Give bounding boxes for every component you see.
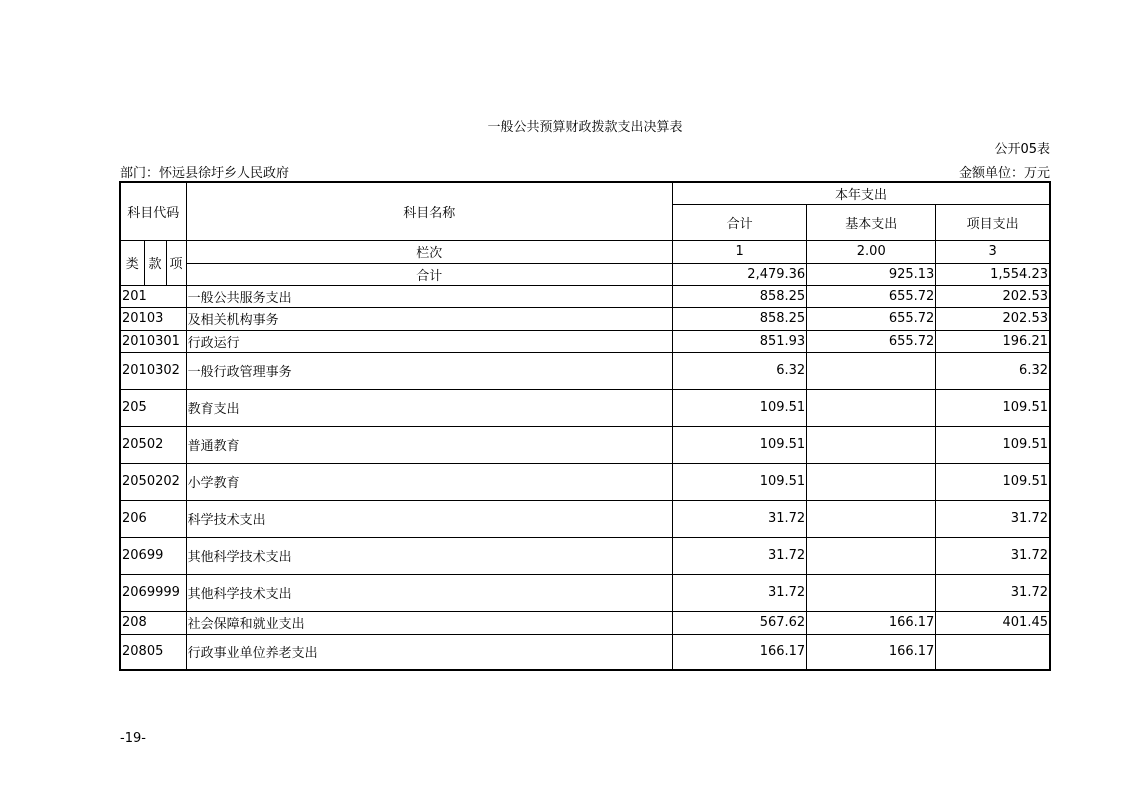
row-code: 201	[120, 285, 186, 307]
expenditure-table	[119, 181, 1051, 671]
table-row	[120, 352, 1050, 389]
header-project: 项目支出	[936, 204, 1050, 240]
row-total: 567.62	[673, 611, 807, 634]
row-total: 31.72	[673, 500, 807, 537]
header-basic: 基本支出	[807, 204, 936, 240]
row-name: 一般行政管理事务	[186, 352, 673, 389]
row-project: 31.72	[936, 500, 1050, 537]
table-row	[120, 500, 1050, 537]
table-row	[120, 307, 1050, 330]
row-project: 6.32	[936, 352, 1050, 389]
row-project: 196.21	[936, 330, 1050, 352]
row-code: 20699	[120, 537, 186, 574]
row-basic	[807, 500, 936, 537]
row-total: 109.51	[673, 389, 807, 426]
row-name: 其他科学技术支出	[186, 537, 673, 574]
page-number: -19-	[120, 731, 146, 746]
row-code: 2050202	[120, 463, 186, 500]
table-row	[120, 611, 1050, 634]
row-project	[936, 634, 1050, 670]
row-basic	[807, 352, 936, 389]
row-basic	[807, 574, 936, 611]
row-code: 208	[120, 611, 186, 634]
row-total: 109.51	[673, 463, 807, 500]
totals-basic: 925.13	[807, 263, 936, 285]
row-total: 6.32	[673, 352, 807, 389]
table-row	[120, 389, 1050, 426]
row-project: 401.45	[936, 611, 1050, 634]
row-basic	[807, 463, 936, 500]
row-total: 31.72	[673, 537, 807, 574]
row-name: 教育支出	[186, 389, 673, 426]
header-col-1: 1	[673, 240, 807, 263]
department-label: 部门：怀远县徐圩乡人民政府	[120, 166, 290, 181]
table-row	[120, 426, 1050, 463]
row-project: 202.53	[936, 307, 1050, 330]
row-name: 行政运行	[186, 330, 673, 352]
page-title: 一般公共预算财政拨款支出决算表	[487, 120, 683, 135]
header-kuan: 款	[144, 240, 166, 285]
row-project: 31.72	[936, 537, 1050, 574]
table-row	[120, 285, 1050, 307]
row-basic	[807, 389, 936, 426]
header-col-3: 3	[936, 240, 1050, 263]
row-name: 小学教育	[186, 463, 673, 500]
row-basic	[807, 426, 936, 463]
totals-total: 2,479.36	[673, 263, 807, 285]
row-code: 206	[120, 500, 186, 537]
row-total: 109.51	[673, 426, 807, 463]
row-project: 202.53	[936, 285, 1050, 307]
row-code: 2069999	[120, 574, 186, 611]
table-row	[120, 537, 1050, 574]
row-code: 20502	[120, 426, 186, 463]
header-xiang: 项	[166, 240, 186, 285]
row-project: 109.51	[936, 463, 1050, 500]
row-basic	[807, 537, 936, 574]
unit-label: 金额单位：万元	[958, 166, 1050, 181]
row-basic: 166.17	[807, 611, 936, 634]
row-name: 其他科学技术支出	[186, 574, 673, 611]
row-code: 205	[120, 389, 186, 426]
row-name: 社会保障和就业支出	[186, 611, 673, 634]
row-basic: 166.17	[807, 634, 936, 670]
row-code: 20805	[120, 634, 186, 670]
totals-project: 1,554.23	[936, 263, 1050, 285]
header-column-order: 栏次	[186, 240, 673, 263]
row-project: 109.51	[936, 389, 1050, 426]
table-row	[120, 463, 1050, 500]
row-total: 858.25	[673, 307, 807, 330]
row-basic: 655.72	[807, 307, 936, 330]
header-current-year: 本年支出	[673, 182, 1050, 204]
row-name: 一般公共服务支出	[186, 285, 673, 307]
header-total: 合计	[673, 204, 807, 240]
row-basic: 655.72	[807, 285, 936, 307]
row-project: 31.72	[936, 574, 1050, 611]
header-subject-name: 科目名称	[186, 182, 673, 240]
row-code: 2010302	[120, 352, 186, 389]
row-total: 851.93	[673, 330, 807, 352]
row-name: 及相关机构事务	[186, 307, 673, 330]
table-row	[120, 330, 1050, 352]
table-row	[120, 574, 1050, 611]
row-name: 科学技术支出	[186, 500, 673, 537]
row-total: 31.72	[673, 574, 807, 611]
header-subject-code: 科目代码	[120, 182, 186, 240]
totals-label: 合计	[186, 263, 673, 285]
row-name: 普通教育	[186, 426, 673, 463]
row-name: 行政事业单位养老支出	[186, 634, 673, 670]
header-lei: 类	[120, 240, 144, 285]
form-code: 公开05表	[994, 142, 1050, 157]
row-project: 109.51	[936, 426, 1050, 463]
header-col-2: 2.00	[807, 240, 936, 263]
row-total: 166.17	[673, 634, 807, 670]
table-row	[120, 634, 1050, 670]
row-total: 858.25	[673, 285, 807, 307]
row-code: 20103	[120, 307, 186, 330]
row-code: 2010301	[120, 330, 186, 352]
row-basic: 655.72	[807, 330, 936, 352]
